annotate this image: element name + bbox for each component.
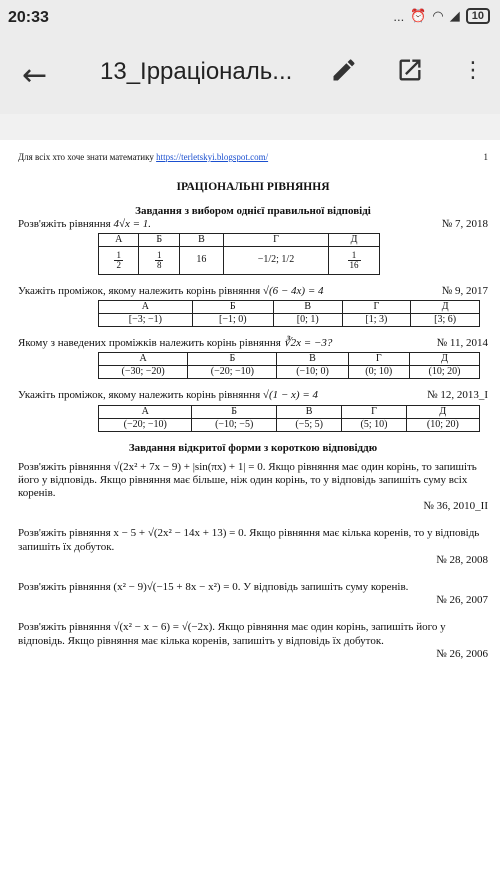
table-cell: А: [99, 353, 188, 366]
numerator: 1: [116, 249, 121, 260]
table-cell: (10; 20): [406, 418, 479, 431]
battery-icon: 10: [466, 8, 490, 24]
answer-table-1: [98, 233, 380, 275]
denominator: 2: [116, 259, 121, 270]
table-cell: (−20; −10): [188, 366, 277, 379]
section-heading-2: Завдання відкритої форми з короткою відповіддю: [128, 441, 378, 454]
question-3: [18, 337, 488, 350]
table-cell: В: [276, 405, 341, 418]
fraction: [348, 251, 361, 270]
denominator: 8: [156, 259, 162, 270]
app-bar: [0, 34, 500, 114]
page-header: [18, 152, 488, 163]
open-question-2: [18, 527, 488, 567]
question-1: [18, 218, 488, 231]
question-text: Розв'яжіть рівняння √(x² − x − 6) = √(−2x). Якщо рівняння має один корінь, запишіть його у відповідь. Якщо рівняння має кілька коренів, запишіть у відповідь їх добуток.: [18, 621, 446, 647]
question-text: Укажіть проміжок, якому належить корінь рівняння: [18, 389, 263, 402]
header-text: Для всіх хто хоче знати математику: [18, 152, 154, 162]
table-cell: (0; 10): [348, 366, 409, 379]
table-cell: [0; 1): [273, 314, 342, 327]
table-cell: [139, 246, 179, 274]
section-heading-1: Завдання з вибором однієї правильної відповіді: [135, 204, 371, 217]
numerator: 1: [156, 249, 162, 260]
table-cell: Б: [188, 353, 277, 366]
question-ref: № 36, 2010_ІІ: [423, 500, 488, 513]
table-cell: [−1; 0): [192, 314, 273, 327]
document-title: 13_Ірраціональ...: [100, 58, 293, 85]
table-cell: [1; 3): [342, 314, 411, 327]
numerator: 1: [348, 251, 361, 261]
answer-table-4: [98, 405, 480, 432]
table-cell: (−30; −20): [99, 366, 188, 379]
question-ref: № 9, 2017: [441, 284, 488, 297]
question-text: Укажіть проміжок, якому належить корінь рівняння: [18, 284, 263, 297]
table-cell: [99, 246, 139, 274]
table-cell: (−20; −10): [99, 418, 192, 431]
question-ref: № 7, 2018: [441, 217, 488, 230]
table-cell: Д: [329, 233, 380, 246]
table-cell: Д: [406, 405, 479, 418]
open-question-3: [18, 581, 488, 607]
table-cell: [−3; −1): [99, 314, 193, 327]
table-cell: А: [99, 301, 193, 314]
fraction: [155, 251, 164, 270]
table-cell: В: [273, 301, 342, 314]
table-cell: В: [179, 233, 223, 246]
document-page: [0, 140, 500, 888]
header-link[interactable]: https://terletskyi.blogspot.com/: [156, 152, 269, 162]
table-cell: А: [99, 233, 139, 246]
question-text: Розв'яжіть рівняння: [18, 217, 114, 230]
signal-icon: ◢: [449, 8, 460, 23]
question-text: Розв'яжіть рівняння x − 5 + √(2x² − 14x + 13) = 0. Якщо рівняння має кілька коренів, то у відповідь запишіть їх добуток.: [18, 527, 480, 553]
page-number: 1: [483, 152, 488, 162]
denominator: 16: [349, 259, 359, 270]
question-ref: № 28, 2008: [436, 553, 488, 566]
question-text: Розв'яжіть рівняння (x² − 9)√(−15 + 8x − x²) = 0. У відповідь запишіть суму коренів.: [18, 581, 409, 594]
table-cell: Г: [342, 301, 411, 314]
question-text: Якому з наведених проміжків належить корінь рівняння: [18, 337, 284, 350]
equation: √(6 − 4x) = 4: [262, 284, 324, 297]
fraction: [114, 251, 123, 270]
question-ref: № 26, 2007: [436, 594, 488, 607]
table-cell: [3; 6): [411, 314, 480, 327]
question-ref: № 12, 2013_І: [427, 389, 488, 402]
status-bar: [0, 0, 500, 34]
table-cell: Г: [348, 353, 409, 366]
table-cell: [329, 246, 380, 274]
table-cell: Г: [342, 405, 406, 418]
status-icons: [393, 8, 490, 24]
equation: ∛2x = −3?: [283, 337, 333, 350]
table-cell: (−10; 0): [277, 366, 348, 379]
table-cell: Г: [223, 233, 328, 246]
notification-dots: ...: [393, 8, 405, 24]
table-cell: (5; 10): [342, 418, 406, 431]
table-cell: Б: [192, 301, 273, 314]
table-cell: (10; 20): [409, 366, 479, 379]
status-time: 20:33: [8, 9, 49, 26]
more-options-icon[interactable]: ⋮: [462, 58, 484, 83]
table-cell: −1/2; 1/2: [223, 246, 328, 274]
answer-table-3: [98, 352, 480, 379]
table-cell: 16: [179, 246, 223, 274]
table-cell: Д: [411, 301, 480, 314]
equation: √(1 − x) = 4: [262, 389, 318, 402]
table-cell: Б: [139, 233, 179, 246]
edit-pencil-icon[interactable]: [330, 56, 358, 84]
question-text: Розв'яжіть рівняння √(2x² + 7x − 9) + |sin(πx) + 1| = 0. Якщо рівняння має один корінь, то запишіть його у відповідь. Якщо рівняння має більше, ніж один корінь, то у відповідь запишіть суму всіх коренів.: [18, 460, 477, 500]
equation: 4√x = 1.: [113, 217, 152, 230]
wifi-icon: ◠: [432, 8, 444, 23]
table-cell: (−10; −5): [192, 418, 276, 431]
question-ref: № 26, 2006: [436, 647, 488, 660]
question-2: [18, 285, 488, 298]
doc-title: ІРАЦІОНАЛЬНІ РІВНЯННЯ: [176, 180, 330, 193]
back-arrow-icon[interactable]: ←: [22, 58, 48, 93]
table-cell: (−5; 5): [276, 418, 341, 431]
table-cell: Д: [409, 353, 479, 366]
question-ref: № 11, 2014: [436, 337, 488, 350]
open-question-4: [18, 621, 488, 661]
table-cell: В: [277, 353, 348, 366]
table-cell: Б: [192, 405, 276, 418]
answer-table-2: [98, 300, 480, 327]
open-external-icon[interactable]: [396, 56, 424, 84]
open-question-1: [18, 461, 488, 514]
alarm-icon: ⏰: [410, 8, 427, 23]
table-cell: А: [99, 405, 192, 418]
question-4: [18, 389, 488, 402]
